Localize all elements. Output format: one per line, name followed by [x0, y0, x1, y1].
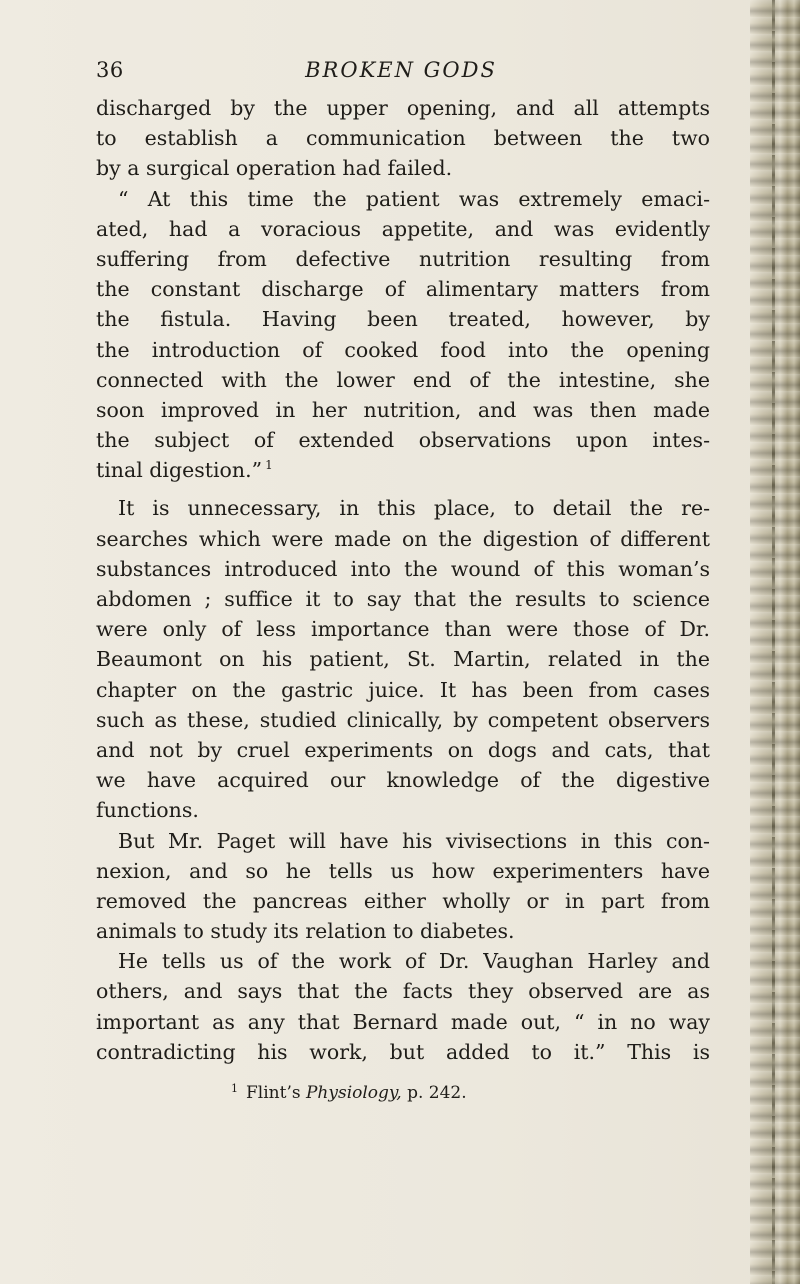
footnote-title: Physiology,	[305, 1083, 402, 1103]
text-line: were only of less importance than were those of Dr.	[96, 617, 710, 642]
footnote-page: p. 242.	[407, 1083, 467, 1103]
text-line: important as any that Bernard made out, “ in no way	[96, 1009, 710, 1034]
text-line: the introduction of cooked food into the opening	[96, 337, 710, 362]
text-line: substances introduced into the wound of this woman’s	[96, 556, 710, 581]
text-line: Beaumont on his patient, St. Martin, related in the	[96, 647, 710, 672]
text-line: animals to study its relation to diabetes.	[96, 919, 515, 944]
footnote-author: Flint’s	[246, 1083, 301, 1103]
text-line: searches which were made on the digestion of different	[96, 526, 710, 551]
text-line-content: tinal digestion.”	[96, 458, 263, 483]
text-line: to establish a communication between the two	[96, 126, 710, 151]
text-line: ated, had a voracious appetite, and was evidently	[96, 216, 710, 241]
page-header	[96, 58, 706, 88]
text-line: others, and says that the facts they observed are as	[96, 979, 710, 1004]
binding-edge	[750, 0, 800, 1284]
page-number: 36	[96, 58, 124, 82]
text-line: But Mr. Paget will have his vivisections in this con-	[118, 828, 710, 853]
text-line: the constant discharge of alimentary matters from	[96, 277, 710, 302]
text-line: functions.	[96, 798, 199, 823]
body-text	[96, 93, 710, 1067]
text-line: nexion, and so he tells us how experimenters have	[96, 858, 710, 883]
text-line: It is unnecessary, in this place, to detail the re-	[118, 496, 710, 521]
text-line: soon improved in her nutrition, and was then made	[96, 397, 710, 422]
text-line: suffering from defective nutrition resulting from	[96, 246, 710, 271]
text-line: and not by cruel experiments on dogs and cats, that	[96, 737, 710, 762]
text-line: by a surgical operation had failed.	[96, 156, 453, 181]
text-line: connected with the lower end of the intestine, she	[96, 367, 710, 392]
footnote-number: 1	[231, 1082, 238, 1095]
text-line: He tells us of the work of Dr. Vaughan Harley and	[118, 949, 710, 974]
text-line: “ At this time the patient was extremely emaci-	[118, 186, 710, 211]
running-title: BROKEN GODS	[305, 58, 497, 82]
text-line: we have acquired our knowledge of the digestive	[96, 768, 710, 793]
text-line: the subject of extended observations upon intes-	[96, 428, 710, 453]
footnote	[231, 1083, 467, 1103]
footnote-marker: 1	[265, 458, 273, 473]
text-line: removed the pancreas either wholly or in part from	[96, 888, 710, 913]
text-line: such as these, studied clinically, by competent observers	[96, 707, 710, 732]
text-line	[96, 455, 710, 485]
text-line: chapter on the gastric juice. It has been from cases	[96, 677, 710, 702]
text-line: contradicting his work, but added to it.” This is	[96, 1039, 710, 1064]
text-line: the fistula. Having been treated, however, by	[96, 307, 710, 332]
text-line: discharged by the upper opening, and all attempts	[96, 96, 710, 120]
text-line: abdomen ; suffice it to say that the results to science	[96, 587, 710, 611]
